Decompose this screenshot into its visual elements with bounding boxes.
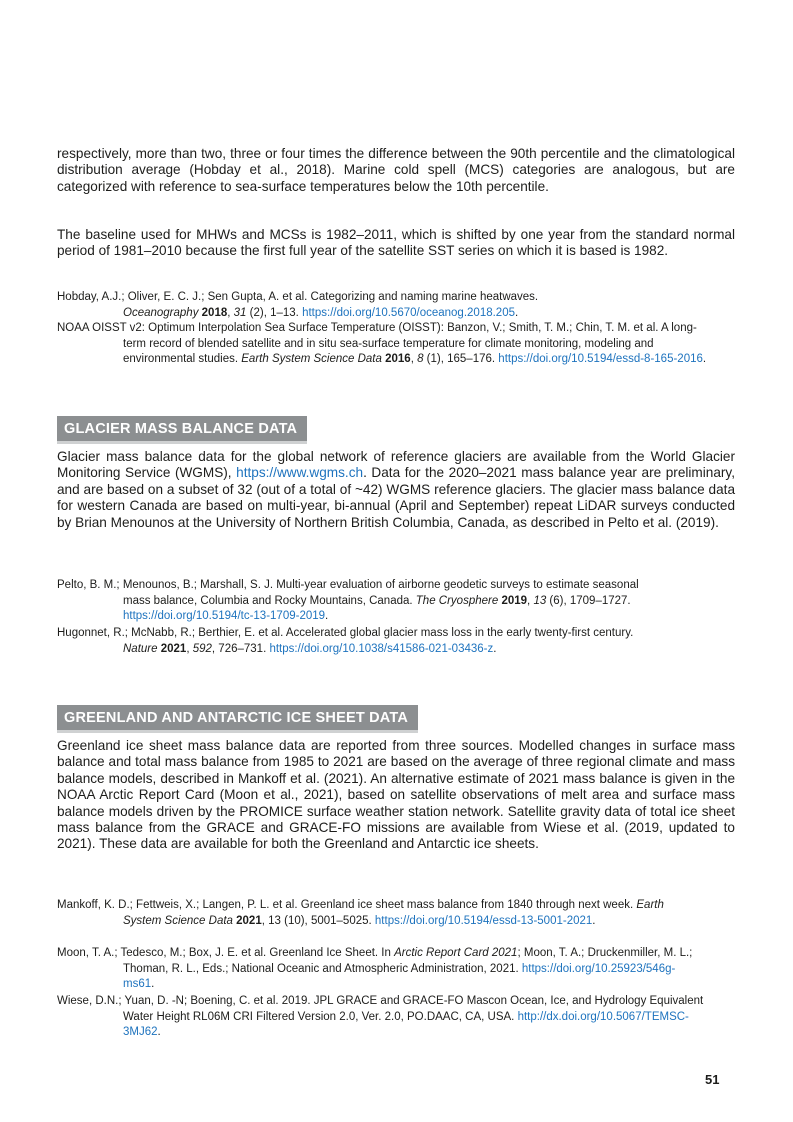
reference-text: NOAA OISST v2: Optimum Interpolation Sea Surface Temperature (OISST): Banzon, V.; Smith, T. M.; Chin, T. M. et al. A long-term record of blended satellite and in situ sea-surface temperature for climate monitoring, modeling and environmental studies.	[57, 322, 697, 365]
wgms-link[interactable]: https://www.wgms.ch	[236, 465, 364, 481]
greenland-paragraph: Greenland ice sheet mass balance data are reported from three sources. Modelled changes in surface mass balance and total mass balance from 1985 to 2021 are based on the average of three regional climate and mass balance models, described in Mankoff et al. (2021). An alternative estimate of 2021 mass balance is given in the NOAA Arctic Report Card (Moon et al., 2021), based on satellite observations of melt area and surface mass balance models driven by the PROMICE surface weather station network. Satellite gravity data of total ice sheet mass balance from the GRACE and GRACE-FO missions are available from Wiese et al. (2019, updated to 2021). These data are available for both the Greenland and Antarctic ice sheets.	[57, 738, 735, 852]
section-heading-glacier: GLACIER MASS BALANCE DATA	[57, 416, 307, 444]
reference-volume: 13	[533, 594, 547, 607]
intro-paragraph-2: The baseline used for MHWs and MCSs is 1982–2011, which is shifted by one year from the standard normal period of 1981–2010 because the first full year of the satellite SST series on which it is based is 1982.	[57, 227, 735, 259]
reference-year: 2021	[236, 914, 262, 927]
reference-volume: 31	[233, 306, 247, 319]
doi-link[interactable]: https://doi.org/10.25923/546g-ms61	[123, 962, 676, 990]
doi-link[interactable]: https://doi.org/10.5194/essd-13-5001-2021	[374, 914, 593, 927]
reference-publisher: ; Moon, T. A.; Druckenmiller, M. L.; Thoman, R. L., Eds.; National Oceanic and Atmospheric Administration, 2021.	[123, 947, 693, 975]
doi-link[interactable]: https://doi.org/10.5194/essd-8-165-2016	[498, 353, 703, 365]
reference-year: 2019	[501, 594, 528, 607]
reference-text: Pelto, B. M.; Menounos, B.; Marshall, S. J. Multi-year evaluation of airborne geodetic surveys to estimate seasonal mass balance, Columbia and Rocky Mountains, Canada.	[57, 579, 639, 607]
journal-name: Nature	[123, 642, 158, 655]
reference-moon: Moon, T. A.; Tedesco, M.; Box, J. E. et al. Greenland Ice Sheet. In Arctic Report Card 2021; Moon, T. A.; Druckenmiller, M. L.; Thoman, R. L., Eds.; National Oceanic and Atmospheric Administration, 2021. https://doi.org/10.25923/546g-ms61.	[57, 947, 693, 990]
journal-name: The Cryosphere	[415, 594, 499, 607]
reference-pages: , 13 (10), 5001–5025.	[261, 914, 375, 927]
section-heading-greenland: GREENLAND AND ANTARCTIC ICE SHEET DATA	[57, 705, 418, 733]
reference-year: 2018	[201, 306, 228, 319]
reference-year: 2021	[160, 642, 187, 655]
reference-wiese: Wiese, D.N.; Yuan, D. -N; Boening, C. et al. 2019. JPL GRACE and GRACE-FO Mascon Ocean, Ice, and Hydrology Equivalent Water Height RL06M CRI Filtered Version 2.0, Ver. 2.0, PO.DAAC, CA, USA. http://dx.doi.org/10.5067/TEMSC-3MJ62.	[57, 995, 704, 1038]
reference-hugonnet: Hugonnet, R.; McNabb, R.; Berthier, E. et al. Accelerated global glacier mass loss in the early twenty-first century. Nature 2021, 592, 726–731. https://doi.org/10.1038/s41586-021-03436-z.	[57, 627, 634, 655]
reference-pages: (1), 165–176.	[423, 353, 499, 365]
journal-name: Earth System Science Data	[241, 353, 382, 365]
reference-mankoff: Mankoff, K. D.; Fettweis, X.; Langen, P. L. et al. Greenland ice sheet mass balance from 1840 through next week. Earth System Science Data 2021, 13 (10), 5001–5025. https://doi.org/10.5194/essd-13-5001-2021.	[57, 899, 664, 927]
doi-link[interactable]: https://doi.org/10.5194/tc-13-1709-2019	[123, 610, 326, 622]
reference-pages: (2), 1–13.	[246, 306, 303, 319]
reference-text: Hobday, A.J.; Oliver, E. C. J.; Sen Gupta, A. et al. Categorizing and naming marine heatwaves.	[57, 291, 539, 303]
doi-link[interactable]: http://dx.doi.org/10.5067/TEMSC-3MJ62	[123, 1010, 689, 1038]
reference-hobday: Hobday, A.J.; Oliver, E. C. J.; Sen Gupta, A. et al. Categorizing and naming marine heatwaves. Oceanography 2018, 31 (2), 1–13. https://doi.org/10.5670/oceanog.2018.205.	[57, 291, 539, 319]
doi-link[interactable]: https://doi.org/10.1038/s41586-021-03436-z	[269, 642, 494, 655]
journal-name: Oceanography	[123, 306, 199, 319]
reference-volume: 592	[192, 642, 212, 655]
reference-pelto: Pelto, B. M.; Menounos, B.; Marshall, S. J. Multi-year evaluation of airborne geodetic surveys to estimate seasonal mass balance, Columbia and Rocky Mountains, Canada. The Cryosphere 2019, 13 (6), 1709–1727. https://doi.org/10.5194/tc-13-1709-2019.	[57, 579, 639, 622]
reference-text: Hugonnet, R.; McNabb, R.; Berthier, E. et al. Accelerated global glacier mass loss in the early twenty-first century.	[57, 627, 634, 639]
reference-noaa-oisst: NOAA OISST v2: Optimum Interpolation Sea Surface Temperature (OISST): Banzon, V.; Smith, T. M.; Chin, T. M. et al. A long-term record of blended satellite and in situ sea-surface temperature for climate monitoring, modeling and environmental studies. Earth System Science Data 2016, 8 (1), 165–176. https://doi.org/10.5194/essd-8-165-2016.	[57, 322, 707, 365]
reference-pages: , 726–731.	[211, 642, 270, 655]
intro-paragraph-1: respectively, more than two, three or four times the difference between the 90th percentile and the climatological distribution average (Hobday et al., 2018). Marine cold spell (MCS) categories are analogous, but are categorized with reference to sea-surface temperatures below the 10th percentile.	[57, 146, 735, 194]
reference-volume: 8	[417, 353, 424, 365]
journal-name: Earth System Science Data	[123, 899, 664, 927]
glacier-paragraph: Glacier mass balance data for the global network of reference glaciers are available from the World Glacier Monitoring Service (WGMS), https://www.wgms.ch. Data for the 2020–2021 mass balance year are preliminary, and are based on a subset of 32 (out of a total of ~42) WGMS reference glaciers. The glacier mass balance data for western Canada are based on multi-year, bi-annual (April and September) repeat LiDAR surveys conducted by Brian Menounos at the University of Northern British Columbia, Canada, as described in Pelto et al. (2019).	[57, 449, 735, 530]
reference-text: Mankoff, K. D.; Fettweis, X.; Langen, P. L. et al. Greenland ice sheet mass balance from 1840 through next week.	[57, 899, 637, 911]
reference-pages: (6), 1709–1727.	[546, 594, 631, 607]
reference-text: Moon, T. A.; Tedesco, M.; Box, J. E. et al. Greenland Ice Sheet. In	[57, 947, 395, 959]
doi-link[interactable]: https://doi.org/10.5670/oceanog.2018.205	[302, 306, 515, 319]
book-title: Arctic Report Card 2021	[394, 947, 518, 959]
page-number: 51	[705, 1072, 720, 1087]
reference-year: 2016	[385, 353, 411, 365]
reference-text: Wiese, D.N.; Yuan, D. -N; Boening, C. et al. 2019. JPL GRACE and GRACE-FO Mascon Ocean, Ice, and Hydrology Equivalent Water Height RL06M CRI Filtered Version 2.0, Ver. 2.0, PO.DAAC, CA, USA.	[57, 995, 704, 1023]
